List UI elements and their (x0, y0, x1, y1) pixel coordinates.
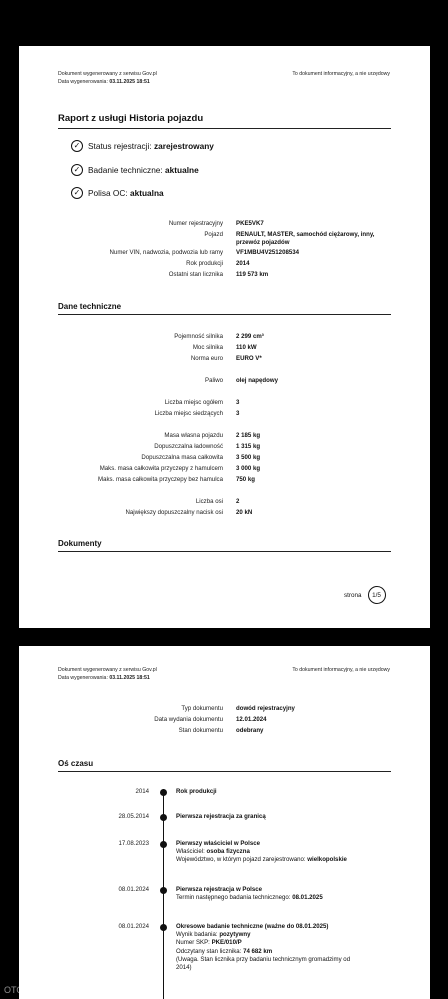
status-value: aktualne (165, 165, 199, 175)
timeline-detail (176, 964, 350, 972)
timeline-date: 08.01.2024 (118, 923, 149, 930)
vehicle-row (19, 220, 430, 231)
tech-row (19, 344, 430, 355)
section-title-tech: Dane techniczne (58, 302, 122, 311)
generated-by: Dokument wygenerowany z serwisu Gov.pl (58, 71, 157, 77)
field-value: RENAULT, MASTER, samochód ciężarowy, inny, (236, 231, 375, 238)
report-title: Raport z usługi Historia pojazdu (58, 113, 204, 124)
field-label: Liczba osi (195, 498, 223, 505)
field-value: odebrany (236, 727, 264, 734)
info-note: To dokument informacyjny, a nie urzędowy (292, 71, 390, 77)
tech-row (19, 454, 430, 465)
field-value: 3 (236, 410, 240, 417)
vehicle-row (19, 231, 430, 249)
timeline-body (176, 813, 266, 821)
field-label: Norma euro (190, 355, 223, 362)
detail-value: pozytywny (219, 931, 251, 939)
timeline-detail (176, 931, 350, 939)
info-note: To dokument informacyjny, a nie urzędowy (292, 667, 390, 673)
generated-date: 03.11.2025 18:51 (109, 79, 150, 85)
status-label: Polisa OC: (88, 188, 128, 198)
field-label: Maks. masa całkowita przyczepy z hamulcem (99, 465, 223, 472)
tech-row (19, 333, 430, 344)
tech-row (19, 509, 430, 520)
timeline-dot (160, 841, 167, 848)
document-row (19, 727, 430, 738)
generated-date-label: Data wygenerowania: (58, 79, 108, 85)
field-value: 12.01.2024 (236, 716, 267, 723)
field-value: dowód rejestracyjny (236, 705, 295, 712)
section-divider (58, 314, 391, 315)
vehicle-info (19, 220, 430, 282)
status-inspection (71, 164, 199, 176)
timeline-date: 2014 (135, 788, 149, 795)
section-title-documents: Dokumenty (58, 539, 102, 548)
timeline-detail (176, 948, 350, 956)
generated-by-text (58, 70, 157, 86)
field-label: Numer rejestracyjny (168, 220, 223, 227)
field-value: VF1MBU4V251208534 (236, 249, 300, 256)
field-label: Pojemność silnika (174, 333, 223, 340)
field-label: Pojazd (204, 231, 223, 238)
generated-by-text (58, 666, 157, 682)
page-label: strona (344, 591, 362, 599)
status-label: Status rejestracji: (88, 141, 152, 151)
timeline-body (176, 788, 217, 796)
field-label: Maks. masa całkowita przyczepy bez hamulca (98, 476, 223, 483)
check-circle-icon: ✓ (71, 164, 83, 176)
field-value: 2 185 kg (236, 432, 261, 439)
field-label: Ostatni stan licznika (168, 271, 223, 278)
detail-label: 2014) (176, 964, 192, 972)
page-number: 1/5 (368, 586, 386, 604)
detail-value: osoba fizyczna (206, 848, 250, 856)
field-value: 2 299 cm³ (236, 333, 264, 340)
field-label: Liczba miejsc siedzących (154, 410, 223, 417)
timeline-title: Pierwsza rejestracja za granicą (176, 813, 266, 820)
status-label: Badanie techniczne: (88, 165, 163, 175)
tech-row (19, 410, 430, 421)
timeline-title: Rok produkcji (176, 788, 217, 795)
tech-group-engine (19, 333, 430, 366)
field-value: 3 500 kg (236, 454, 261, 461)
status-value: aktualna (129, 188, 164, 198)
field-label: Data wydania dokumentu (154, 716, 223, 723)
field-value: 1 315 kg (236, 443, 261, 450)
timeline-title: Okresowe badanie techniczne (ważne do 08.01.2025) (176, 923, 329, 930)
field-value: EURO V* (236, 355, 262, 362)
timeline-body (176, 923, 350, 972)
document-row (19, 716, 430, 727)
report-page-2 (19, 646, 430, 999)
check-circle-icon: ✓ (71, 187, 83, 199)
timeline-detail (176, 856, 347, 864)
field-value: PKE5VK7 (236, 220, 264, 227)
watermark-logo: OTOMOTO (4, 985, 51, 995)
tech-row (19, 443, 430, 454)
timeline-dot (160, 887, 167, 894)
tech-row (19, 432, 430, 443)
detail-value: 08.01.2025 (292, 894, 323, 902)
field-label: Paliwo (205, 377, 223, 384)
timeline-body (176, 840, 347, 865)
section-divider (58, 551, 391, 552)
timeline-title: Pierwszy właściciel w Polsce (176, 840, 261, 847)
detail-label: Właściciel: (176, 848, 207, 856)
tech-row (19, 377, 430, 388)
timeline-detail (176, 848, 347, 856)
timeline-dot (160, 924, 167, 931)
generated-date-label: Data wygenerowania: (58, 675, 108, 681)
tech-row (19, 355, 430, 366)
detail-label: (Uwaga. Stan licznika przy badaniu technicznym gromadzimy od (176, 955, 351, 963)
field-label: Masa własna pojazdu (164, 432, 223, 439)
timeline-date: 08.01.2024 (118, 886, 149, 893)
detail-value: PKE/010/P (211, 939, 242, 947)
tech-group-seats (19, 399, 430, 421)
field-value: 3 (236, 399, 240, 406)
field-value: 110 kW (236, 344, 257, 351)
vehicle-row (19, 271, 430, 282)
field-label: Liczba miejsc ogółem (164, 399, 223, 406)
detail-label: Numer SKP: (176, 939, 212, 947)
tech-group-fuel (19, 377, 430, 388)
field-label: Moc silnika (192, 344, 223, 351)
detail-value: wielkopolskie (307, 856, 347, 864)
tech-group-axles (19, 498, 430, 520)
timeline-detail (176, 956, 350, 964)
field-value-cont: przewóz pojazdów (236, 239, 290, 246)
field-value: olej napędowy (236, 377, 278, 384)
page-indicator (344, 586, 386, 604)
field-label: Dopuszczalna masa całkowita (141, 454, 223, 461)
generated-by: Dokument wygenerowany z serwisu Gov.pl (58, 667, 157, 673)
timeline-detail (176, 939, 350, 947)
vehicle-row (19, 260, 430, 271)
timeline-title: Pierwsza rejestracja w Polsce (176, 886, 263, 893)
tech-group-mass (19, 432, 430, 487)
status-registration (71, 140, 214, 152)
detail-label: Województwo, w którym pojazd zarejestrowano: (176, 856, 308, 864)
field-label: Największy dopuszczalny nacisk osi (125, 509, 223, 516)
timeline-detail (176, 894, 323, 902)
detail-label: Wynik badania: (176, 931, 220, 939)
field-label: Rok produkcji (186, 260, 223, 267)
generated-date: 03.11.2025 18:51 (109, 675, 150, 681)
timeline-date: 17.08.2023 (118, 840, 149, 847)
field-value: 3 000 kg (236, 465, 261, 472)
tech-row (19, 465, 430, 476)
field-label: Typ dokumentu (181, 705, 223, 712)
tech-row (19, 498, 430, 509)
document-info (19, 705, 430, 738)
status-insurance (71, 187, 164, 199)
field-label: Dopuszczalna ładowność (154, 443, 223, 450)
tech-row (19, 476, 430, 487)
report-page-1 (19, 46, 430, 628)
field-value: 20 kN (236, 509, 253, 516)
field-value: 2014 (236, 260, 250, 267)
field-value: 750 kg (236, 476, 255, 483)
status-value: zarejestrowany (153, 141, 214, 151)
detail-label: Termin następnego badania technicznego: (176, 894, 293, 902)
detail-label: Odczytany stan licznika: (176, 947, 244, 955)
timeline-date: 28.05.2014 (118, 813, 149, 820)
timeline-dot (160, 789, 167, 796)
vehicle-row (19, 249, 430, 260)
field-label: Stan dokumentu (178, 727, 223, 734)
tech-row (19, 399, 430, 410)
check-circle-icon: ✓ (71, 140, 83, 152)
section-divider (58, 771, 391, 772)
field-label: Numer VIN, nadwozia, podwozia lub ramy (109, 249, 223, 256)
field-value: 2 (236, 498, 240, 505)
title-divider (58, 128, 391, 129)
detail-value: 74 682 km (243, 947, 273, 955)
timeline-dot (160, 814, 167, 821)
document-row (19, 705, 430, 716)
field-value: 119 573 km (236, 271, 269, 278)
timeline-body (176, 886, 323, 902)
section-title-timeline: Oś czasu (58, 759, 94, 768)
